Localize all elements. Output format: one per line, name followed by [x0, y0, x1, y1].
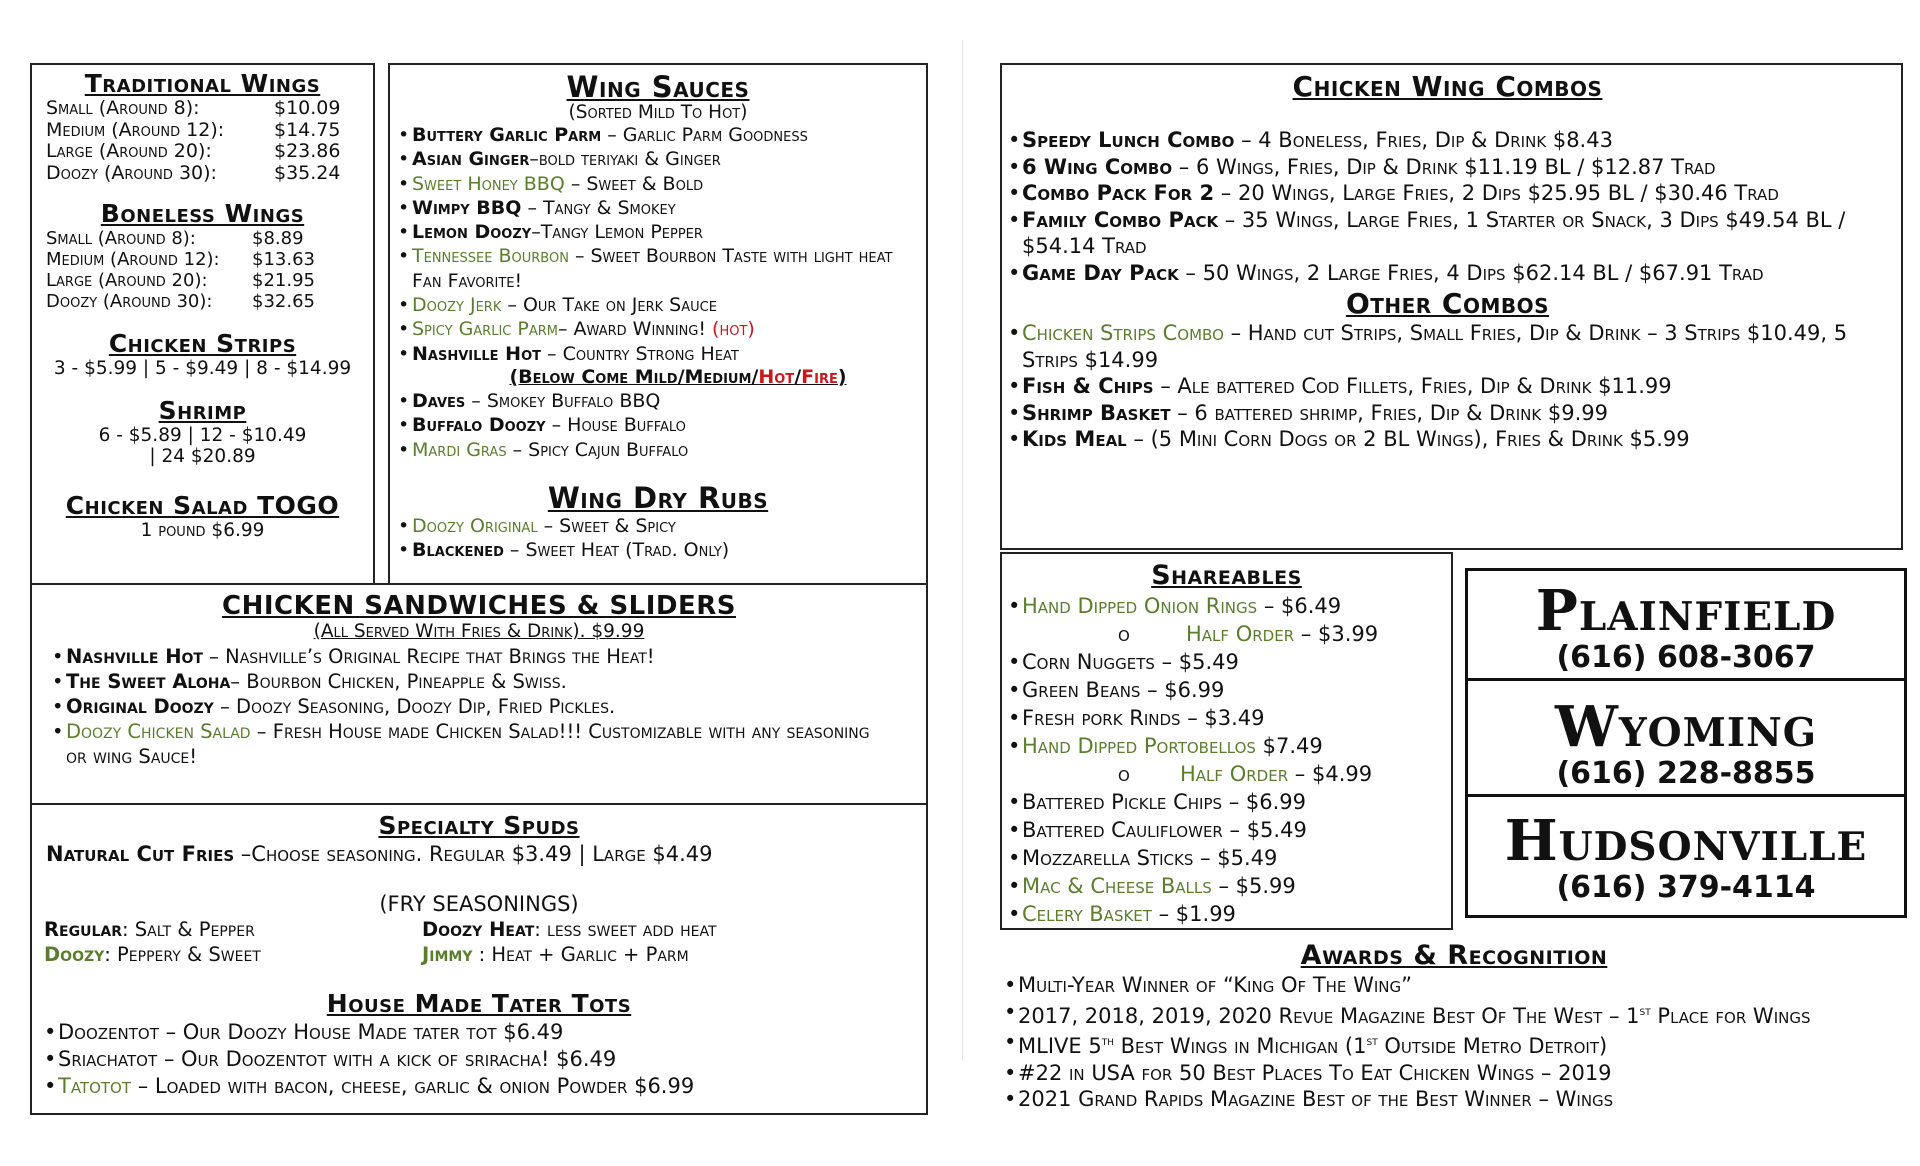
list-item — [398, 514, 918, 538]
combo-desc: – (5 Mini Corn Dogs or 2 BL Wings), Fries & Drink $5.99 — [1126, 427, 1690, 451]
price-row — [46, 120, 361, 142]
sandwiches-list — [52, 644, 906, 769]
shareable-desc: – $5.99 — [1211, 874, 1296, 898]
boneless-title: Boneless Wings — [100, 199, 305, 228]
sauce-desc: – Our Take on Jerk Sauce — [501, 294, 717, 317]
sandwich-desc: – Fresh House made Chicken Salad!!! Customizable with any seasoning or wing Sauce! — [66, 720, 870, 768]
tots-list — [44, 1019, 914, 1100]
size-label: Medium (Around 12): — [46, 118, 225, 141]
list-item — [398, 244, 918, 293]
seasoning-item — [422, 942, 914, 967]
seasoning-item — [44, 942, 422, 967]
sauce-name: Spicy Garlic Parm — [412, 318, 559, 341]
list-item — [1008, 676, 1445, 704]
list-item — [52, 644, 906, 669]
sauce-desc: – Garlic Parm Goodness — [601, 124, 808, 146]
sandwiches-title: CHICKEN SANDWICHES & SLIDERS — [221, 591, 737, 621]
seasoning-desc: : Heat + Garlic + Parm — [472, 943, 689, 966]
price-row — [46, 249, 361, 270]
price-row — [46, 228, 361, 249]
price-row — [46, 98, 361, 120]
shareables-list — [1008, 592, 1445, 928]
shrimp-title: Shrimp — [158, 396, 247, 425]
sauce-desc: –Tangy Lemon Pepper — [531, 221, 703, 244]
heat-hot: Hot — [758, 365, 795, 388]
size-price: $8.89 — [252, 228, 304, 249]
sauce-name: Wimpy BBQ — [412, 196, 522, 219]
size-label: Medium (Around 12): — [46, 249, 220, 270]
shareable-desc: – $6.99 — [1140, 678, 1225, 702]
list-item — [1008, 592, 1445, 620]
shareable-name: Battered Pickle Chips — [1022, 790, 1223, 814]
combos-list — [1008, 127, 1887, 286]
strips-title: Chicken Strips — [108, 329, 297, 358]
list-item — [398, 342, 918, 366]
price-row — [46, 270, 361, 291]
shareable-name: Battered Cauliflower — [1022, 818, 1223, 842]
phone-number: (616) 228-8855 — [1556, 756, 1816, 791]
sandwich-name: The Sweet Aloha — [66, 670, 231, 693]
list-item — [1008, 704, 1445, 732]
shareable-desc: – $6.49 — [1257, 594, 1342, 618]
list-item — [1008, 760, 1445, 788]
shareables-panel — [1000, 552, 1453, 930]
sauce-desc: – House Buffalo — [545, 414, 686, 437]
sauce-name: Tennessee Bourbon — [412, 245, 569, 268]
list-item — [398, 538, 918, 562]
list-item — [1008, 320, 1887, 373]
combo-desc: – 6 battered shrimp, Fries, Dip & Drink $9.99 — [1170, 400, 1608, 425]
shareable-desc: – $6.99 — [1222, 790, 1306, 814]
shareable-name: Half Order — [1180, 762, 1289, 786]
combo-name: Game Day Pack — [1022, 260, 1179, 285]
shareable-name: Corn Nuggets — [1022, 650, 1155, 674]
salad-price: 1 pound $6.99 — [140, 520, 265, 541]
list-item — [1008, 788, 1445, 816]
sandwich-desc: – Doozy Seasoning, Doozy Dip, Fried Pickles. — [213, 695, 616, 718]
list-item — [1004, 999, 1904, 1030]
tot-name: Sriachatot — [58, 1047, 158, 1071]
shareable-name: Hand Dipped Portobellos — [1022, 734, 1256, 758]
shareable-desc: – $3.99 — [1294, 622, 1379, 646]
sauce-desc: – Sweet Bourbon Taste with light heat Fan Favorite! — [412, 245, 893, 292]
size-label: Large (Around 20): — [46, 270, 208, 291]
award-sup: st — [1639, 1003, 1651, 1019]
list-item — [1008, 373, 1887, 400]
size-label: Large (Around 20): — [46, 140, 212, 162]
other-combos-title: Other Combos — [1345, 287, 1550, 320]
seasoning-item — [422, 917, 914, 942]
combo-desc: – 6 Wings, Fries, Dip & Drink $11.19 BL / $12.87 Trad — [1172, 154, 1716, 179]
combo-desc: – 4 Boneless, Fries, Dip & Drink $8.43 — [1234, 128, 1613, 152]
list-item — [44, 1073, 914, 1100]
rub-desc: – Sweet Heat (Trad. Only) — [503, 539, 730, 562]
location-hudsonville — [1468, 797, 1904, 905]
shareables-title: Shareables — [1151, 560, 1302, 591]
size-price: $21.95 — [252, 270, 315, 291]
seasoning-desc: : Salt & Pepper — [121, 918, 255, 941]
sauce-desc: – Spicy Cajun Buffalo — [506, 438, 689, 461]
award-text: Multi-Year Winner of “King Of The Wing” — [1018, 973, 1412, 997]
spuds-title: Specialty Spuds — [378, 811, 580, 840]
list-item — [1008, 400, 1887, 427]
shrimp-prices-2: | 24 $20.89 — [149, 446, 256, 467]
phone-number: (616) 608-3067 — [1556, 640, 1816, 675]
price-row — [46, 291, 361, 312]
combo-desc: – 20 Wings, Large Fries, 2 Dips $25.95 BL / $30.46 Trad — [1214, 181, 1779, 205]
size-price: $32.65 — [252, 291, 315, 312]
sauce-name: Asian Ginger — [412, 148, 530, 171]
shareable-name: Hand Dipped Onion Rings — [1022, 594, 1258, 618]
award-sup: th — [1101, 1034, 1114, 1049]
shareable-name: Fresh pork Rinds — [1022, 706, 1181, 730]
size-price: $23.86 — [274, 140, 341, 162]
list-item — [398, 438, 918, 462]
fries-desc: –Choose seasoning. Regular $3.49 | Large $4.49 — [234, 842, 713, 866]
combo-name: Speedy Lunch Combo — [1022, 128, 1235, 152]
seasoning-name: Doozy — [44, 943, 105, 966]
sandwich-name: Nashville Hot — [66, 645, 203, 668]
seasoning-name: Jimmy — [422, 943, 473, 966]
rubs-list — [398, 514, 918, 563]
list-item — [1004, 1060, 1904, 1087]
list-item — [398, 220, 918, 244]
sauce-desc: – Smokey Buffalo BBQ — [465, 389, 661, 412]
list-item — [52, 719, 906, 769]
other-combos-list — [1008, 320, 1887, 453]
heat-levels-note — [438, 366, 918, 389]
tot-name: Tatotot — [58, 1074, 132, 1098]
list-item — [1008, 900, 1445, 928]
list-item — [1008, 180, 1887, 207]
list-item — [1008, 207, 1887, 260]
sub-marker: o — [1118, 762, 1130, 786]
sandwich-name: Original Doozy — [66, 695, 214, 718]
list-item — [44, 1019, 914, 1046]
shareable-desc: – $5.49 — [1222, 818, 1307, 842]
tot-desc: – Our Doozentot with a kick of sriracha! $6.49 — [157, 1047, 617, 1071]
locations-panel — [1465, 568, 1907, 918]
list-item — [398, 172, 918, 196]
fold-divider — [962, 40, 963, 1060]
sandwich-name: Doozy Chicken Salad — [66, 720, 251, 743]
list-item — [398, 293, 918, 317]
combo-desc: – Ale battered Cod Fillets, Fries, Dip & Drink $11.99 — [1153, 374, 1672, 398]
traditional-title: Traditional Wings — [84, 69, 321, 98]
rub-name: Blackened — [412, 539, 504, 562]
tot-desc: – Our Doozy House Made tater tot $6.49 — [158, 1020, 564, 1044]
list-item — [1004, 1086, 1904, 1113]
list-item — [398, 196, 918, 220]
spuds-panel — [30, 803, 928, 1115]
seasoning-item — [44, 917, 422, 942]
heat-fire: Fire — [801, 365, 838, 388]
list-item — [398, 123, 918, 147]
award-text: #22 in USA for 50 Best Places To Eat Chicken Wings – 2019 — [1018, 1060, 1612, 1085]
sandwich-desc: – Bourbon Chicken, Pineapple & Swiss. — [230, 670, 567, 693]
hot-tag: (hot) — [712, 318, 755, 341]
sauce-name: Lemon Doozy — [412, 221, 532, 244]
list-item — [398, 389, 918, 413]
award-tail-2: Outside Metro Detroit) — [1377, 1034, 1608, 1058]
wing-sizes-panel — [30, 63, 375, 585]
list-item — [44, 1046, 914, 1073]
sauce-desc: –bold teriyaki & Ginger — [529, 148, 721, 171]
size-price: $35.24 — [274, 161, 341, 184]
size-price: $10.09 — [274, 97, 341, 119]
list-item — [1008, 260, 1887, 287]
sauce-name: Nashville Hot — [412, 342, 541, 365]
phone-number: (616) 379-4114 — [1556, 870, 1816, 905]
list-item — [52, 669, 906, 694]
shareable-name: Mac & Cheese Balls — [1022, 874, 1212, 898]
combo-desc: – 50 Wings, 2 Large Fries, 4 Dips $62.14 BL / $67.91 Trad — [1178, 260, 1764, 285]
sauce-desc: – Sweet & Bold — [564, 172, 704, 195]
salad-title: Chicken Salad TOGO — [65, 491, 340, 520]
combo-name: Shrimp Basket — [1022, 400, 1171, 425]
size-label: Small (Around 8): — [46, 228, 196, 249]
shareable-desc: – $1.99 — [1151, 902, 1236, 926]
rub-desc: – Sweet & Spicy — [537, 514, 676, 537]
fries-name: Natural Cut Fries — [46, 842, 235, 866]
combo-name: Fish & Chips — [1022, 374, 1154, 398]
seasoning-desc: : Peppery & Sweet — [104, 943, 261, 966]
list-item — [1008, 620, 1445, 648]
boneless-list — [44, 228, 361, 312]
shrimp-prices-1: 6 - $5.89 | 12 - $10.49 — [98, 425, 307, 446]
combos-title: Chicken Wing Combos — [1292, 70, 1603, 103]
sauce-desc: – Tangy & Smokey — [521, 196, 676, 219]
seasoning-name: Regular — [44, 918, 122, 941]
sauce-desc: – Country Strong Heat — [541, 342, 739, 365]
traditional-list — [44, 98, 361, 184]
size-price: $13.63 — [252, 249, 315, 270]
list-item — [52, 694, 906, 719]
list-item — [1008, 127, 1887, 154]
seasoning-desc: : less sweet add heat — [534, 918, 717, 941]
shareable-name: Celery Basket — [1022, 902, 1152, 926]
price-row — [46, 141, 361, 163]
sauce-name: Buffalo Doozy — [412, 414, 546, 437]
award-text: 2017, 2018, 2019, 2020 Revue Magazine Best Of The West – 1 — [1018, 1003, 1640, 1028]
size-label: Doozy (Around 30): — [46, 161, 217, 184]
list-item — [1008, 154, 1887, 181]
combo-name: Family Combo Pack — [1022, 207, 1219, 232]
sandwich-desc: – Nashville’s Original Recipe that Brings the Heat! — [202, 645, 655, 668]
shareable-desc: – $5.49 — [1193, 846, 1278, 870]
sauces-title: Wing Sauces — [566, 70, 750, 104]
city-name: Hudsonville — [1504, 808, 1868, 874]
list-item — [1008, 844, 1445, 872]
sauce-name: Sweet Honey BBQ — [412, 172, 565, 195]
rub-name: Doozy Original — [412, 514, 538, 537]
tots-title: House Made Tater Tots — [326, 989, 632, 1018]
sandwiches-subtitle: (All Served With Fries & Drink). $9.99 — [313, 621, 645, 642]
size-price: $14.75 — [274, 118, 341, 141]
list-item — [398, 413, 918, 437]
sauce-desc: – Award Winning! — [558, 318, 713, 341]
sauce-name: Mardi Gras — [412, 438, 507, 461]
combo-desc: – Hand cut Strips, Small Fries, Dip & Drink – 3 Strips $10.49, 5 Strips $14.99 — [1022, 321, 1848, 372]
list-item — [1004, 972, 1904, 999]
combo-name: Combo Pack For 2 — [1022, 181, 1215, 205]
shareable-name: Mozzarella Sticks — [1022, 846, 1194, 870]
heat-slash: / — [794, 365, 802, 388]
seasonings-title: (FRY SEASONINGS) — [379, 892, 579, 916]
list-item — [1008, 648, 1445, 676]
list-item — [398, 317, 918, 341]
award-tail: Best Wings in Michigan (1 — [1113, 1034, 1367, 1058]
combo-name: Kids Meal — [1022, 427, 1127, 451]
awards-list — [1004, 972, 1904, 1113]
rubs-title: Wing Dry Rubs — [547, 480, 769, 515]
list-item — [398, 147, 918, 171]
sauce-name: Buttery Garlic Parm — [412, 124, 602, 146]
heat-prefix: (Below Come Mild/Medium/ — [509, 365, 759, 388]
size-label: Small (Around 8): — [46, 97, 200, 119]
tot-desc: – Loaded with bacon, cheese, garlic & onion Powder $6.99 — [131, 1074, 695, 1098]
shareable-desc: – $3.49 — [1180, 706, 1265, 730]
list-item — [1008, 426, 1887, 453]
seasoning-name: Doozy Heat — [422, 918, 535, 941]
strips-prices: 3 - $5.99 | 5 - $9.49 | 8 - $14.99 — [53, 358, 352, 379]
city-name: Plainfield — [1535, 578, 1837, 644]
sauces-list-2 — [398, 389, 918, 462]
sauce-name: Daves — [412, 389, 466, 412]
location-plainfield — [1468, 571, 1904, 681]
combos-panel — [1000, 63, 1903, 550]
award-sup-2: st — [1366, 1034, 1378, 1049]
location-wyoming — [1468, 681, 1904, 797]
awards-section — [1004, 940, 1904, 1113]
shareable-desc: – $4.99 — [1288, 762, 1373, 786]
shareable-desc: – $5.49 — [1154, 650, 1239, 674]
award-tail: Place for Wings — [1650, 1003, 1811, 1028]
list-item — [1008, 732, 1445, 760]
seasonings-grid — [44, 917, 914, 967]
fries-line — [44, 841, 914, 867]
sauces-list — [398, 123, 918, 366]
wing-sauces-panel — [388, 63, 928, 585]
sauces-subtitle: (Sorted Mild To Hot) — [568, 102, 748, 123]
sub-marker: o — [1118, 622, 1130, 646]
list-item — [1004, 1029, 1904, 1060]
awards-title: Awards & Recognition — [1300, 940, 1608, 971]
list-item — [1008, 816, 1445, 844]
tot-name: Doozentot — [58, 1020, 159, 1044]
award-text: 2021 Grand Rapids Magazine Best of the Best Winner – Wings — [1018, 1087, 1614, 1111]
shareable-name: Green Beans — [1022, 678, 1141, 702]
size-label: Doozy (Around 30): — [46, 291, 213, 312]
award-text: MLIVE 5 — [1018, 1034, 1102, 1058]
combo-name: 6 Wing Combo — [1022, 154, 1173, 179]
combo-name: Chicken Strips Combo — [1022, 321, 1224, 345]
sandwiches-panel — [30, 583, 928, 805]
heat-suffix: ) — [837, 365, 847, 388]
list-item — [1008, 872, 1445, 900]
shareable-name: Half Order — [1186, 622, 1295, 646]
city-name: Wyoming — [1554, 694, 1818, 760]
combo-desc: – 35 Wings, Large Fries, 1 Starter or Snack, 3 Dips $49.54 BL / $54.14 Trad — [1022, 207, 1846, 258]
price-row — [46, 163, 361, 185]
shareable-desc: $7.49 — [1255, 734, 1323, 758]
sauce-name: Doozy Jerk — [412, 294, 502, 317]
